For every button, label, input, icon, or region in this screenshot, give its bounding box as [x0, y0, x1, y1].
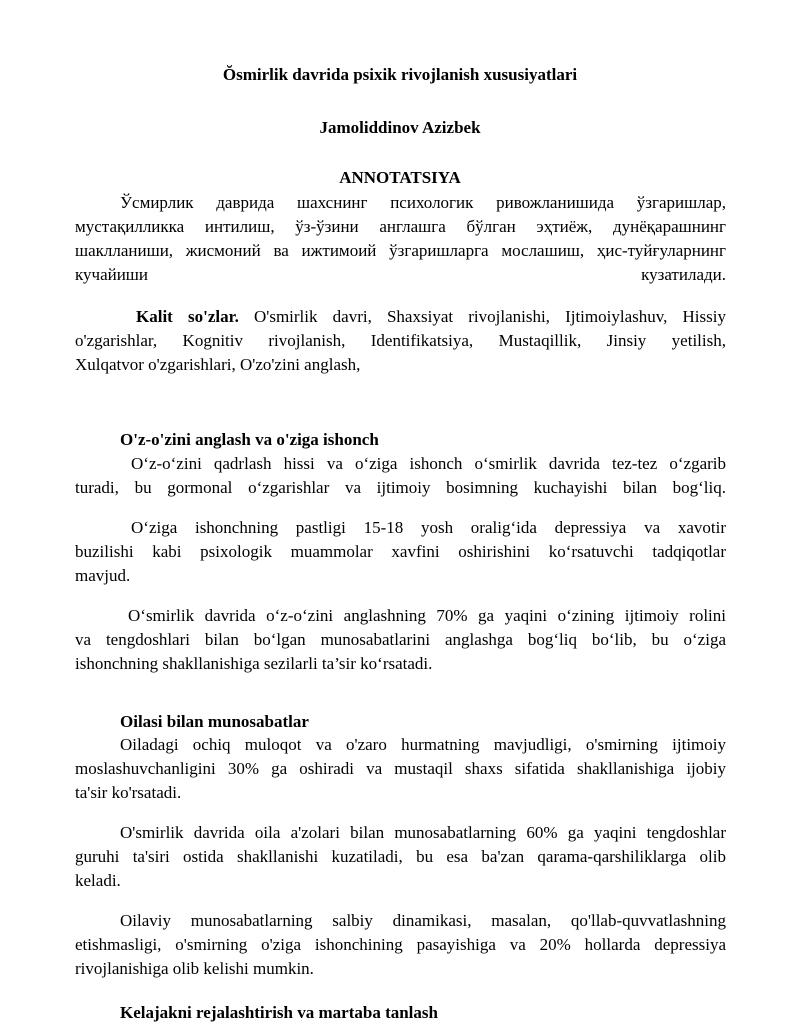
annotation-line-1: Ўсмирлик даврида шахснинг психологик ривожланишида ўзгаришлар, — [120, 193, 726, 212]
annotation-line-4: кучайиши — [75, 265, 148, 284]
s2-p2-line-2: guruhi ta'siri ostida shakllanishi kuzatiladi, bu esa ba'zan qarama-qarshiliklarga olib — [75, 847, 726, 866]
s1-p2-line-1: O‘ziga ishonchning pastligi 15-18 yosh oralig‘ida depressiya va xavotir — [131, 518, 726, 537]
s2-p1-line-1: Oiladagi ochiq muloqot va o'zaro hurmatning mavjudligi, o'smirning ijtimoiy — [120, 735, 726, 754]
keywords-line-3: Xulqatvor o'zgarishlari, O'zo'zini anglash, — [75, 355, 361, 374]
keywords-line-1 — [136, 305, 726, 329]
s1-p2-line-3: mavjud. — [75, 566, 131, 585]
s2-p1-line-3: ta'sir ko'rsatadi. — [75, 783, 182, 802]
s2-p2-line-1: O'smirlik davrida oila a'zolari bilan munosabatlarning 60% ga yaqini tengdoshlar — [120, 823, 726, 842]
s1-p3-line-3: ishonchning shakllanishiga sezilarli ta’sir ko‘rsatadi. — [75, 654, 433, 673]
annotation-line-4-end: кузатилади. — [641, 265, 726, 284]
section-heading-career: Kelajakni rejalashtirish va martaba tanlash — [120, 1003, 438, 1022]
s1-p1-line-1: O‘z-o‘zini qadrlash hissi va o‘ziga ishonch o‘smirlik davrida tez-tez o‘zgarib — [131, 454, 726, 473]
keywords-line-2: o'zgarishlar, Kognitiv rivojlanish, Identifikatsiya, Mustaqillik, Jinsiy yetilish, — [75, 331, 726, 350]
s2-p3-line-3: rivojlanishiga olib kelishi mumkin. — [75, 959, 314, 978]
annotation-heading: ANNOTATSIYA — [339, 168, 461, 187]
s2-p3-line-1: Oilaviy munosabatlarning salbiy dinamikasi, masalan, qo'llab-quvvatlashning — [120, 911, 726, 930]
annotation-line-2: мустақилликка интилиш, ўз-ўзини англашга бўлган эҳтиёж, дунёқарашнинг — [75, 217, 726, 236]
s2-p1-line-2: moslashuvchanligini 30% ga oshiradi va mustaqil shaxs sifatida shakllanishiga ijobiy — [75, 759, 726, 778]
s1-p1-line-2: turadi, bu gormonal o‘zgarishlar va ijtimoiy bosimning kuchayishi bilan bog‘liq. — [75, 478, 726, 497]
s1-p2-line-2: buzilishi kabi psixologik muammolar xavfini oshirishini ko‘rsatuvchi tadqiqotlar — [75, 542, 726, 561]
s1-p3-line-1: O‘smirlik davrida o‘z-o‘zini anglashning 70% ga yaqini o‘zining ijtimoiy rolini — [128, 606, 726, 625]
annotation-line-3: шаклланиши, жисмоний ва ижтимоий ўзгаришларга мослашиш, ҳис-туйғуларнинг — [75, 241, 726, 260]
s2-p2-line-3: keladi. — [75, 871, 121, 890]
s1-p3-line-2: va tengdoshlari bilan bo‘lgan munosabatlarini anglashga bog‘liq bo‘lib, bu o‘ziga — [75, 630, 726, 649]
s2-p3-line-2: etishmasligi, o'smirning o'ziga ishonchining pasayishiga va 20% hollarda depressiya — [75, 935, 726, 954]
section-heading-family: Oilasi bilan munosabatlar — [120, 712, 309, 731]
section-heading-self-awareness: O'z-o'zini anglash va o'ziga ishonch — [120, 430, 379, 449]
document-title: Ŏsmirlik davrida psixik rivojlanish xususiyatlari — [222, 65, 578, 84]
keywords-text-1: O'smirlik davri, Shaxsiyat rivojlanishi, Ijtimoiylashuv, Hissiy — [253, 307, 726, 326]
keywords-label: Kalit so'zlar. — [136, 307, 239, 326]
author-name: Jamoliddinov Azizbek — [319, 118, 481, 137]
